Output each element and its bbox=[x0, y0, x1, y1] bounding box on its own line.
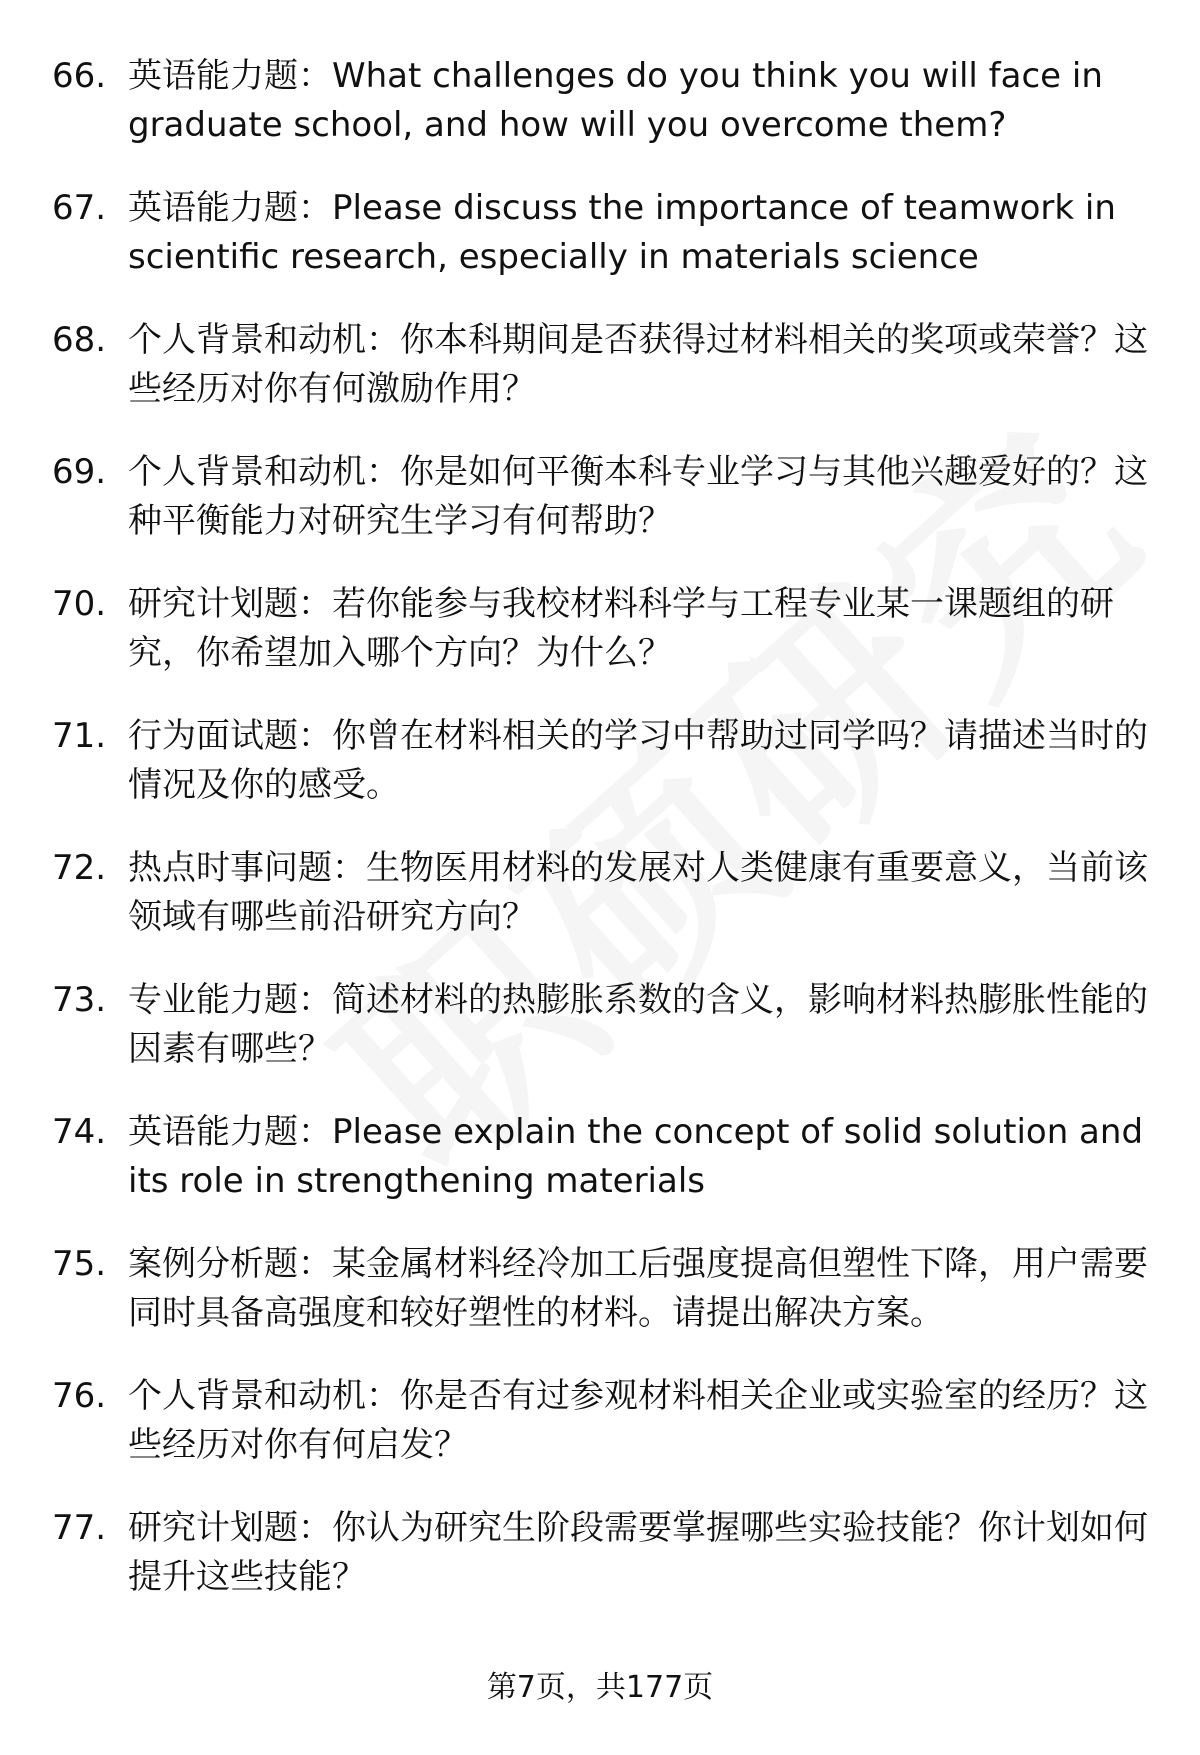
question-number: 75. bbox=[52, 1244, 107, 1284]
question-category: 英语能力题： bbox=[128, 1112, 332, 1152]
question-item bbox=[0, 712, 1200, 810]
question-category: 个人背景和动机： bbox=[128, 1376, 400, 1416]
question-item bbox=[0, 844, 1200, 942]
question-category: 个人背景和动机： bbox=[128, 320, 400, 360]
question-number: 77. bbox=[52, 1508, 107, 1548]
question-item bbox=[0, 1504, 1200, 1602]
question-text: 简述材料的热膨胀系数的含义，影响材料热膨胀性能的因素有哪些？ bbox=[128, 980, 1148, 1069]
question-category: 英语能力题： bbox=[128, 188, 332, 228]
question-item bbox=[0, 580, 1200, 678]
question-list bbox=[0, 52, 1200, 1636]
page-number-footer: 第7页，共177页 bbox=[486, 1670, 714, 1705]
question-item bbox=[0, 1372, 1200, 1470]
question-number: 74. bbox=[52, 1112, 107, 1152]
question-number: 67. bbox=[52, 188, 107, 228]
question-category: 专业能力题： bbox=[128, 980, 332, 1020]
question-text: Please discuss the importance of teamwork in scientific research, especially in materials science bbox=[128, 188, 1116, 277]
question-number: 72. bbox=[52, 848, 107, 888]
question-number: 73. bbox=[52, 980, 107, 1020]
question-category: 研究计划题： bbox=[128, 1508, 332, 1548]
question-number: 71. bbox=[52, 716, 107, 756]
question-item bbox=[0, 1108, 1200, 1206]
question-category: 个人背景和动机： bbox=[128, 452, 400, 492]
question-text: 你是如何平衡本科专业学习与其他兴趣爱好的？这种平衡能力对研究生学习有何帮助？ bbox=[128, 452, 1148, 541]
question-item bbox=[0, 52, 1200, 150]
question-number: 69. bbox=[52, 452, 107, 492]
question-item bbox=[0, 184, 1200, 282]
question-text: 某金属材料经冷加工后强度提高但塑性下降，用户需要同时具备高强度和较好塑性的材料。请提出解决方案。 bbox=[128, 1244, 1148, 1333]
question-text: 若你能参与我校材料科学与工程专业某一课题组的研究，你希望加入哪个方向？为什么？ bbox=[128, 584, 1114, 673]
question-item bbox=[0, 1240, 1200, 1338]
question-text: What challenges do you think you will face in graduate school, and how will you overcome them? bbox=[128, 56, 1103, 145]
question-text: 生物医用材料的发展对人类健康有重要意义，当前该领域有哪些前沿研究方向？ bbox=[128, 848, 1148, 937]
question-text: 你是否有过参观材料相关企业或实验室的经历？这些经历对你有何启发？ bbox=[128, 1376, 1148, 1465]
question-number: 70. bbox=[52, 584, 107, 624]
question-category: 行为面试题： bbox=[128, 716, 332, 756]
question-item bbox=[0, 316, 1200, 414]
question-text: 你本科期间是否获得过材料相关的奖项或荣誉？这些经历对你有何激励作用？ bbox=[128, 320, 1148, 409]
question-category: 英语能力题： bbox=[128, 56, 332, 96]
question-number: 68. bbox=[52, 320, 107, 360]
question-text: Please explain the concept of solid solution and its role in strengthening materials bbox=[128, 1112, 1144, 1201]
question-item bbox=[0, 448, 1200, 546]
question-category: 案例分析题： bbox=[128, 1244, 332, 1284]
question-category: 研究计划题： bbox=[128, 584, 332, 624]
question-number: 66. bbox=[52, 56, 107, 96]
question-text: 你认为研究生阶段需要掌握哪些实验技能？你计划如何提升这些技能？ bbox=[128, 1508, 1148, 1597]
question-number: 76. bbox=[52, 1376, 107, 1416]
question-category: 热点时事问题： bbox=[128, 848, 366, 888]
question-text: 你曾在材料相关的学习中帮助过同学吗？请描述当时的情况及你的感受。 bbox=[128, 716, 1148, 805]
question-item bbox=[0, 976, 1200, 1074]
